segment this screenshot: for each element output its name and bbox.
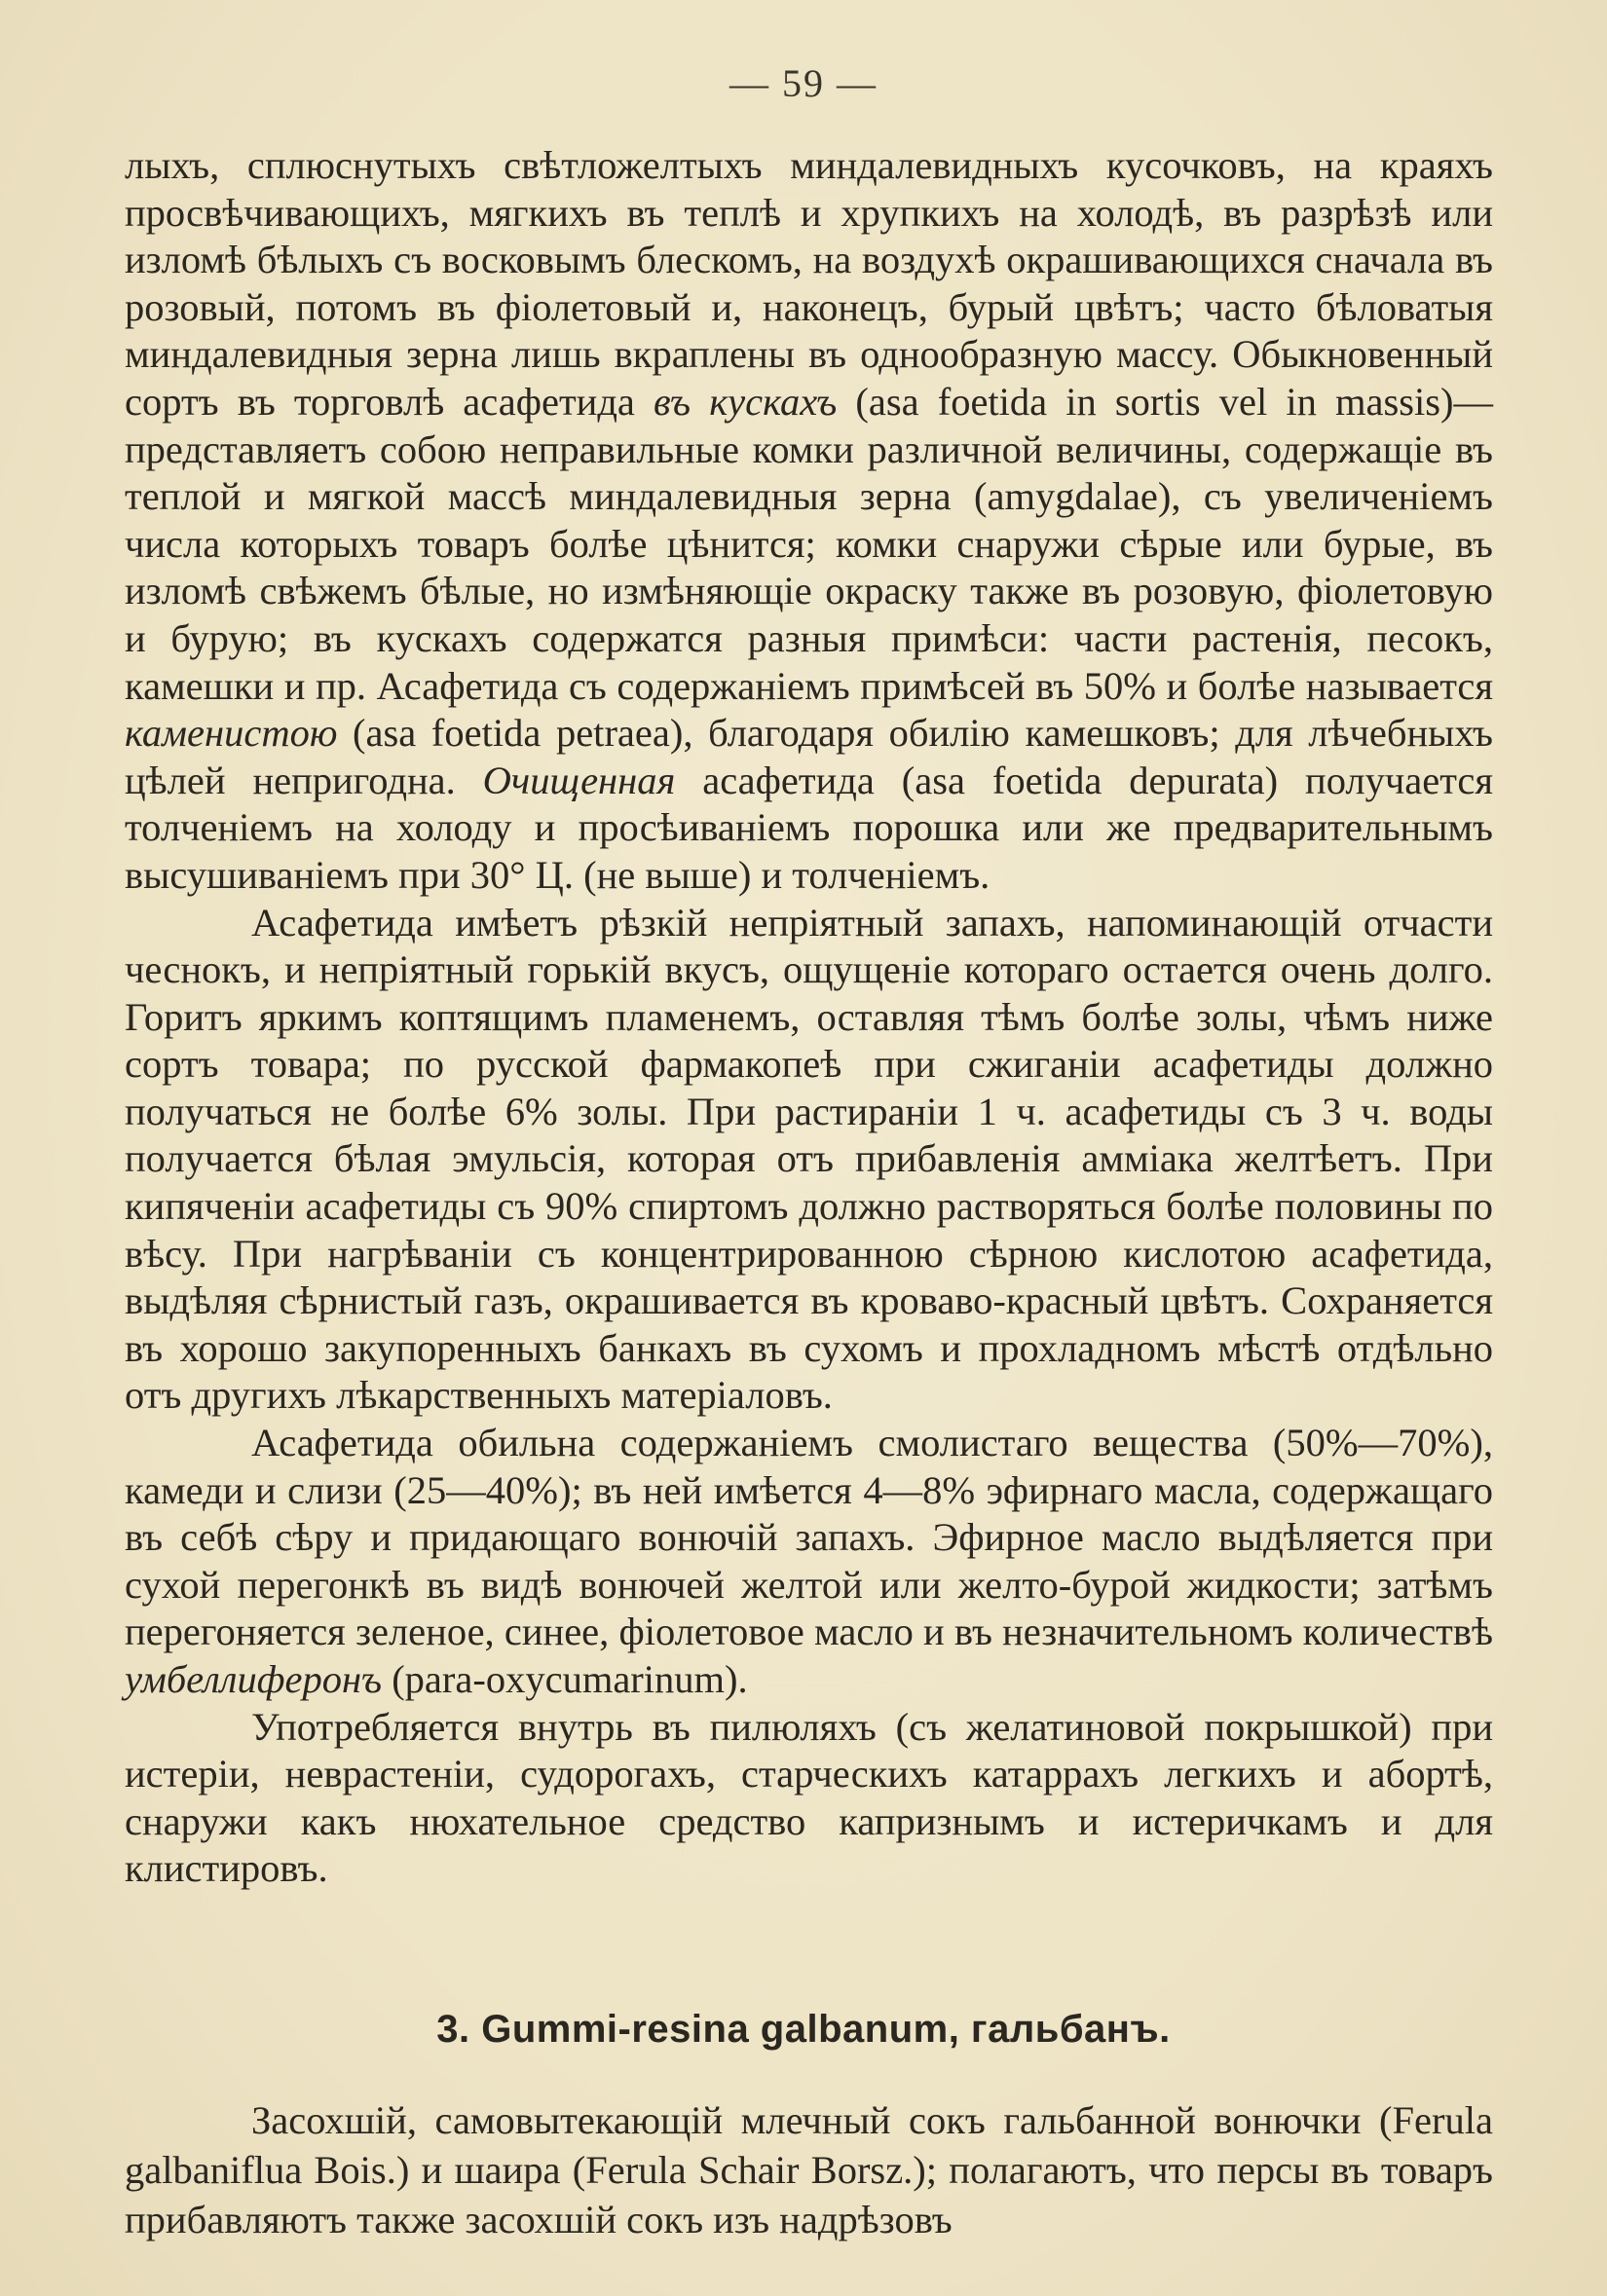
- page-number: — 59 —: [729, 61, 878, 105]
- paragraph-3: [125, 1420, 1493, 1704]
- paragraph-2: [125, 900, 1493, 1421]
- text-run: асафетида (asa foetida depurata) получается толченіемъ на холоду и просѣиваніемъ порошка или же предварительнымъ высушиваніемъ при 30° Ц. (не выше) и толченіемъ.: [125, 758, 1493, 897]
- text-run: (para-oxycumarinum).: [382, 1657, 748, 1701]
- text-run: (asa foetida in sortis vel in massis)—представляетъ собою неправильные комки различной величины, содержащіе въ теплой и мягкой массѣ миндалевидныя зерна (amygdalae), съ увеличеніемъ числа которыхъ товаръ болѣе цѣнится; комки снаружи сѣрые или бурые, въ изломѣ свѣжемъ бѣлые, но измѣняющіе окраску также въ розовую, фіолетовую и бурую; въ кускахъ содержатся разныя примѣси: части растенія, песокъ, камешки и пр. Асафетида съ содержаніемъ примѣсей въ 50% и болѣе называется: [125, 379, 1493, 708]
- text-run: Асафетида обильна содержаніемъ смолистаго вещества (50%—70%), камеди и слизи (25—40%); въ ней имѣется 4—8% эфирнаго масла, содержащаго въ себѣ сѣру и придающаго вонючій запахъ. Эфирное масло выдѣляется при сухой перегонкѣ въ видѣ вонючей желтой или желто-бурой жидкости; затѣмъ перегоняется зеленое, синее, фіолетовое масло и въ незначительномъ количествѣ: [125, 1421, 1493, 1654]
- section-paragraph: Засохшій, самовытекающій млечный сокъ гальбанной вонючки (Ferula galbaniflua Bois.) и шаира (Ferula Schair Borsz.); полагаютъ, что персы въ товаръ прибавляютъ также засохшій сокъ изъ надрѣзовъ: [125, 2098, 1493, 2241]
- text-run: (asa foetida petraea), благодаря обилію камешковъ; для лѣчебныхъ цѣлей непригодна.: [125, 711, 1493, 802]
- paragraph-1: [125, 142, 1493, 900]
- text-run: Употребляется внутрь въ пилюляхъ (съ желатиновой покрышкой) при истеріи, неврастеніи, судорогахъ, старческихъ катаррахъ легкихъ и абортѣ, снаружи какъ нюхательное средство капризнымъ и истеричкамъ и для клистировъ.: [125, 1704, 1493, 1891]
- section-text: [125, 2095, 1493, 2244]
- text-run: Асафетида имѣетъ рѣзкій непріятный запахъ, напоминающій отчасти чеснокъ, и непріятный горькій вкусъ, ощущеніе котораго остается очень долго. Горитъ яркимъ коптящимъ пламенемъ, оставляя тѣмъ болѣе золы, чѣмъ ниже сортъ товара; по русской фармакопеѣ при сжиганіи асафетиды должно получаться не болѣе 6% золы. При растираніи 1 ч. асафетиды съ 3 ч. воды получается бѣлая эмульсія, которая отъ прибавленія амміака желтѣетъ. При кипяченіи асафетиды съ 90% спиртомъ должно растворяться болѣе половины по вѣсу. При нагрѣваніи съ концентрированною сѣрною кислотою асафетида, выдѣляя сѣрнистый газъ, окрашивается въ кроваво-красный цвѣтъ. Сохраняется въ хорошо закупоренныхъ банкахъ въ сухомъ и прохладномъ мѣстѣ отдѣльно отъ другихъ лѣкарственныхъ матеріаловъ.: [125, 900, 1493, 1418]
- text-run: лыхъ, сплюснутыхъ свѣтложелтыхъ миндалевидныхъ кусочковъ, на краяхъ просвѣчивающихъ, мягкихъ въ теплѣ и хрупкихъ на холодѣ, въ разрѣзѣ или изломѣ бѣлыхъ съ восковымъ блескомъ, на воздухѣ окрашивающихся сначала въ розовый, потомъ въ фіолетовый и, наконецъ, бурый цвѣтъ; часто бѣловатыя миндалевидныя зерна лишь вкраплены въ однообразную массу. Обыкновенный сортъ въ торговлѣ асафетида: [125, 143, 1493, 424]
- section-heading: 3. Gummi-resina galbanum, гальбанъ.: [436, 2008, 1171, 2051]
- italic-term: въ кускахъ: [654, 379, 838, 424]
- main-text: [125, 142, 1493, 1893]
- italic-term: Очищенная: [482, 758, 676, 802]
- paragraph-4: [125, 1704, 1493, 1893]
- italic-term: каменистою: [125, 711, 338, 756]
- italic-term: умбеллиферонъ: [125, 1657, 383, 1701]
